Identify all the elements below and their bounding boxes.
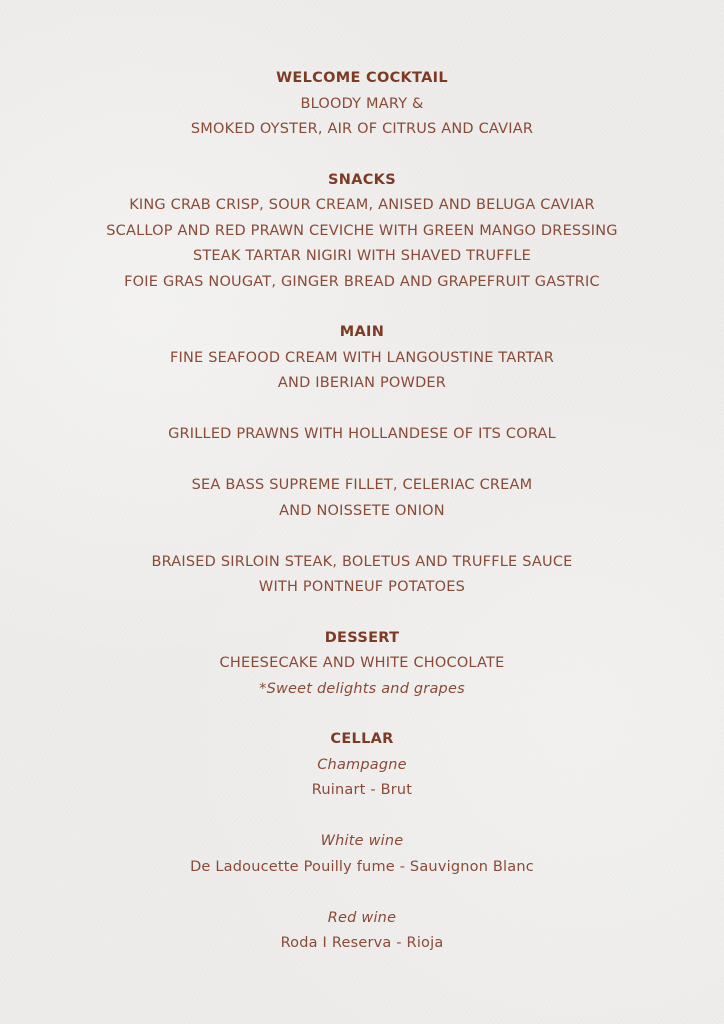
snack-item-2: SCALLOP AND RED PRAWN CEVICHE WITH GREEN MANGO DRESSING xyxy=(106,222,618,239)
heading-welcome-cocktail: WELCOME COCKTAIL xyxy=(276,70,448,86)
heading-dessert: DESSERT xyxy=(324,629,400,646)
dessert-note: *Sweet delights and grapes xyxy=(259,680,465,697)
wine-white: De Ladoucette Pouilly fume - Sauvignon Blanc xyxy=(190,858,534,875)
menu-card xyxy=(0,66,724,982)
main-dish-1-line-2: AND IBERIAN POWDER xyxy=(277,375,447,391)
welcome-line-1: BLOODY MARY & xyxy=(300,95,424,112)
welcome-line-2: SMOKED OYSTER, AIR OF CITRUS AND CAVIAR xyxy=(190,121,534,137)
main-dish-4-line-2: WITH PONTNEUF POTATOES xyxy=(258,579,466,595)
heading-cellar: CELLAR xyxy=(330,731,394,747)
snack-item-1: KING CRAB CRISP, SOUR CREAM, ANISED AND BELUGA CAVIAR xyxy=(129,197,595,213)
dessert-item: CHEESECAKE AND WHITE CHOCOLATE xyxy=(219,655,505,671)
spacer xyxy=(0,804,724,830)
snack-item-4: FOIE GRAS NOUGAT, GINGER BREAD AND GRAPEFRUIT GASTRIC xyxy=(124,273,600,290)
wine-champagne: Ruinart - Brut xyxy=(311,782,413,798)
main-dish-1-line-1: FINE SEAFOOD CREAM WITH LANGOUSTINE TARTAR xyxy=(169,349,555,366)
heading-main: MAIN xyxy=(339,324,385,340)
wine-red: Roda I Reserva - Rioja xyxy=(280,935,444,951)
main-dish-3-line-2: AND NOISSETE ONION xyxy=(279,502,445,519)
spacer xyxy=(0,524,724,550)
section-welcome-cocktail xyxy=(0,66,724,143)
section-cellar xyxy=(0,727,724,957)
wine-label-white: White wine xyxy=(320,833,404,849)
heading-snacks: SNACKS xyxy=(328,171,396,188)
spacer xyxy=(0,880,724,906)
section-snacks xyxy=(0,168,724,296)
spacer xyxy=(0,397,724,423)
wine-label-champagne: Champagne xyxy=(317,756,407,773)
wine-label-red: Red wine xyxy=(327,909,397,926)
snack-item-3: STEAK TARTAR NIGIRI WITH SHAVED TRUFFLE xyxy=(192,248,532,264)
spacer xyxy=(0,448,724,474)
main-dish-4-line-1: BRAISED SIRLOIN STEAK, BOLETUS AND TRUFFLE SAUCE xyxy=(151,553,573,570)
section-dessert xyxy=(0,626,724,703)
main-dish-3-line-1: SEA BASS SUPREME FILLET, CELERIAC CREAM xyxy=(191,477,533,493)
section-main xyxy=(0,320,724,601)
main-dish-2-line-1: GRILLED PRAWNS WITH HOLLANDESE OF ITS CORAL xyxy=(168,426,556,442)
